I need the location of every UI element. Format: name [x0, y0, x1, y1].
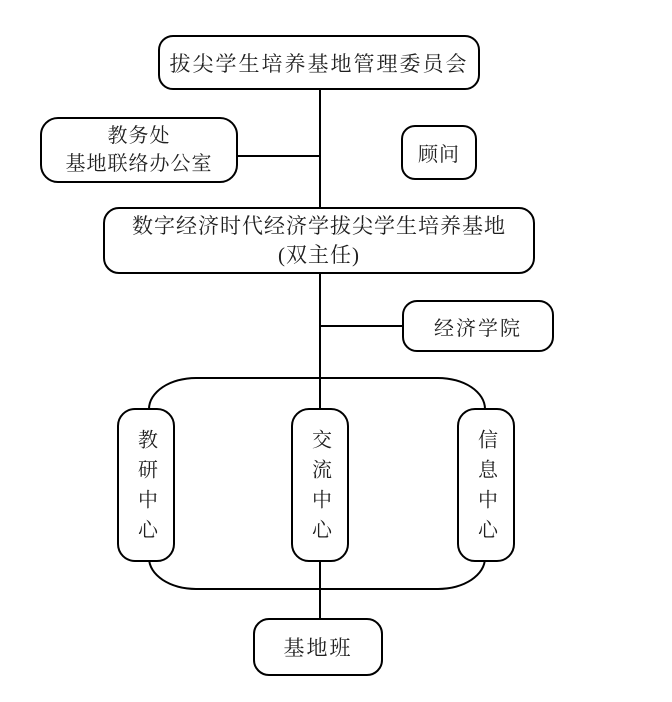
node-information-center-label: 信息中心 — [474, 429, 497, 549]
node-liaison-office — [40, 117, 238, 183]
node-training-base-line1: 数字经济时代经济学拔尖学生培养基地 — [132, 214, 506, 239]
node-base-class-label: 基地班 — [283, 636, 353, 660]
node-economics-college — [402, 300, 554, 352]
node-training-base-line2: (双主任) — [278, 242, 360, 267]
node-liaison-line2: 基地联络办公室 — [65, 153, 213, 175]
node-economics-college-label: 经济学院 — [434, 317, 522, 340]
connector-committee-to-base — [319, 89, 321, 209]
node-training-base — [103, 207, 535, 274]
node-exchange-center-label: 交流中心 — [308, 429, 331, 549]
node-advisor-label: 顾问 — [418, 144, 460, 166]
connector-trunk-to-college — [321, 325, 404, 327]
node-advisor — [401, 125, 477, 180]
connector-liaison-to-trunk — [237, 155, 321, 157]
node-committee — [158, 35, 480, 90]
node-information-center — [457, 408, 515, 562]
node-teaching-research-center — [117, 408, 175, 562]
node-committee-label: 拔尖学生培养基地管理委员会 — [169, 51, 469, 76]
node-liaison-line1: 教务处 — [107, 125, 171, 147]
node-base-class — [253, 618, 383, 676]
node-exchange-center — [291, 408, 349, 562]
node-teaching-research-center-label: 教研中心 — [134, 429, 157, 549]
